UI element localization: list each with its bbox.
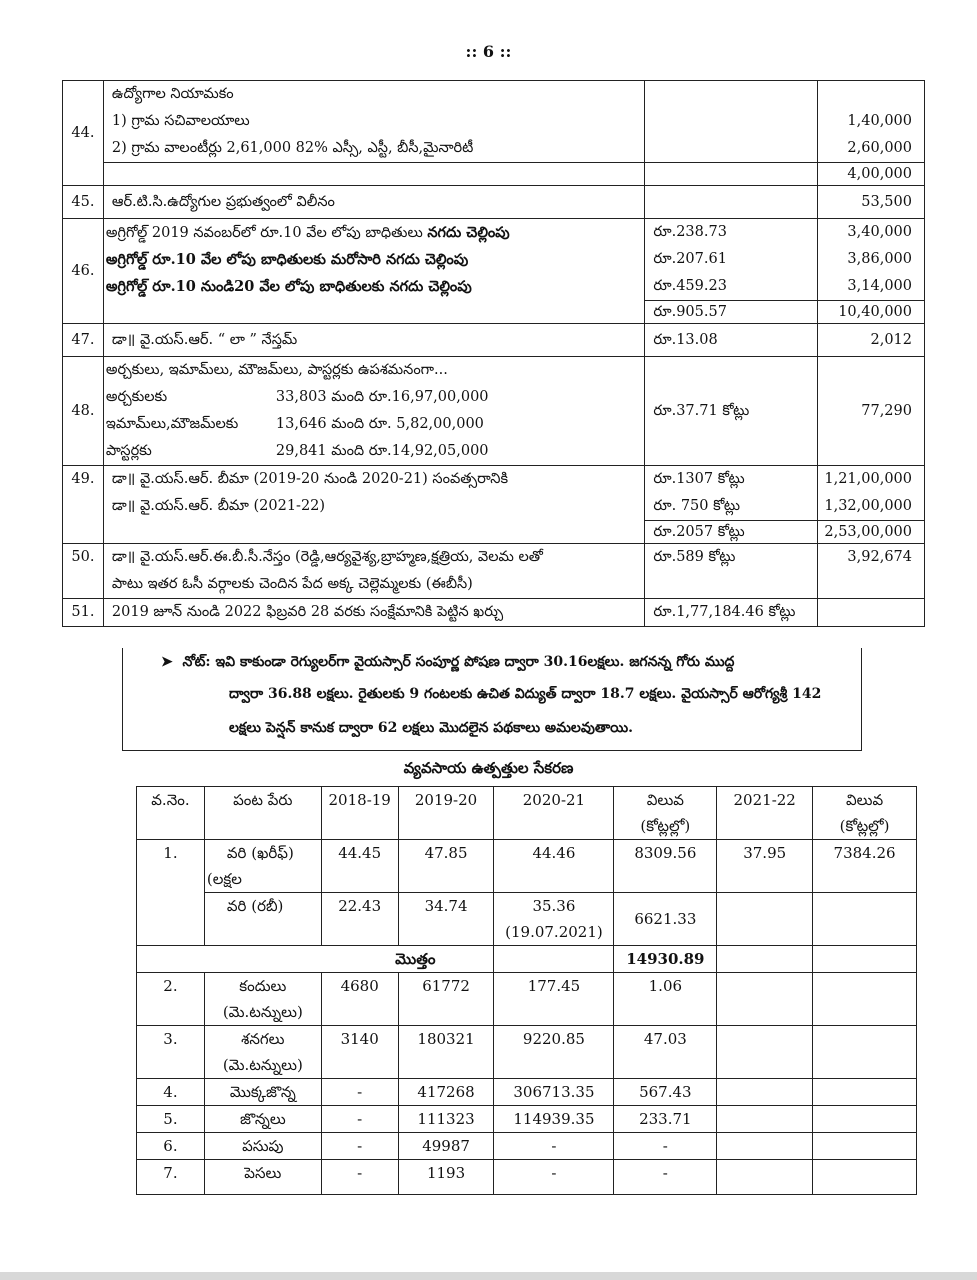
row-title: అర్చకులు, ఇమామ్‌లు, మౌజమ్‌లు, పాస్టర్లకు ఉపశమనంగా... [105, 362, 448, 378]
row-number: 46. [63, 219, 104, 324]
header-row [137, 787, 917, 840]
table-row [137, 973, 917, 1026]
cell: 47.85 [398, 840, 494, 893]
cell: 177.45 [494, 973, 614, 1026]
row-value: 1,40,000 [847, 113, 912, 129]
cell: 417268 [398, 1079, 494, 1106]
crop-name: మొక్కజొన్న [204, 1079, 321, 1106]
header-year: 2019-20 [398, 787, 494, 840]
row-amount: రూ.1,77,184.46 కోట్లు [645, 599, 818, 627]
note-line: నోట్: ఇవి కాకుండా రెగ్యులర్‌గా వైయస్సార్ సంపూర్ణ పోషణ ద్వారా 30.16లక్షలు. జగనన్న గోరు ముద్ద [182, 654, 735, 670]
row-text: డా॥ వై.యస్.ఆర్. “ లా ” నేస్తమ్ [103, 324, 644, 357]
cell: 6621.33 [614, 893, 717, 946]
crop-name: వరి (ఖరీఫ్) [226, 844, 294, 862]
cell: - [494, 1160, 614, 1195]
cell: 233.71 [614, 1106, 717, 1133]
cell: - [614, 1160, 717, 1195]
row-amount: రూ.459.23 [653, 278, 727, 294]
table-row [137, 1133, 917, 1160]
crop-unit: (మె.టన్నులు) [222, 1003, 303, 1021]
row-value-total: 10,40,000 [818, 300, 924, 323]
row-number: 48. [63, 357, 104, 466]
row-value: 3,92,674 [818, 544, 925, 599]
row-amount: రూ.589 కోట్లు [645, 544, 818, 599]
row-line: అగ్రిగోల్డ్ రూ.10 నుండి20 వేల లోపు బాధితులకు నగదు చెల్లింపు [105, 278, 472, 295]
row-text: 2019 జూన్ నుండి 2022 ఫిబ్రవరి 28 వరకు సంక్షేమానికి పెట్టిన ఖర్చు [103, 599, 644, 627]
row-line: అర్చకులకు [105, 389, 168, 405]
cell: - [494, 1133, 614, 1160]
row-line-bold: నగదు చెల్లింపు [427, 224, 510, 241]
table-row [137, 1026, 917, 1079]
row-amount: రూ.238.73 [653, 224, 727, 240]
cell: 1193 [398, 1160, 494, 1195]
row-number: 1. [137, 840, 205, 946]
header-value-unit: (కోట్లల్లో) [640, 817, 691, 835]
row-line: అగ్రిగోల్డ్ 2019 నవంబర్‌లో రూ.10 వేల లోపు బాధితులు [105, 225, 428, 241]
crop-name: శనగలు [241, 1030, 285, 1048]
row-amount: రూ.13.08 [645, 324, 818, 357]
row-amount: రూ.207.61 [653, 251, 727, 267]
header-year: 2020-21 [494, 787, 614, 840]
row-line: పాస్టర్లకు [105, 443, 152, 459]
cell: 34.74 [398, 893, 494, 946]
crop-name: వరి (రబీ) [204, 893, 321, 946]
row-number: 2. [137, 973, 205, 1026]
table-row [63, 599, 925, 627]
row-line: డా॥ వై.యస్.ఆర్. బీమా (2021-22) [111, 498, 326, 514]
row-line: 33,803 మంది రూ.16,97,00,000 [275, 389, 489, 405]
row-line: అగ్రిగోల్డ్ రూ.10 వేల లోపు బాధితులకు మరోసారి నగదు చెల్లింపు [105, 251, 469, 268]
table-row [137, 1160, 917, 1195]
row-line: 2) గ్రామ వాలంటీర్లు 2,61,000 82% ఎస్సీ, ఎస్టీ, బీసీ,మైనారిటీ [111, 140, 474, 156]
cell: - [614, 1133, 717, 1160]
table-row [137, 1106, 917, 1133]
cell: 111323 [398, 1106, 494, 1133]
row-amount: రూ.1307 కోట్లు [653, 471, 745, 487]
row-line: ఇమామ్‌లు,మౌజమ్‌లకు [105, 416, 239, 432]
row-value: 2,60,000 [847, 140, 912, 156]
row-title: ఉద్యోగాల నియామకం [111, 86, 234, 102]
cell: (19.07.2021) [505, 923, 603, 941]
row-line: 13,646 మంది రూ. 5,82,00,000 [275, 416, 484, 432]
row-amount-total: రూ.2057 కోట్లు [645, 520, 817, 543]
header-value: విలువ [646, 791, 684, 809]
row-line: డా॥ వై.యస్.ఆర్. బీమా (2019-20 నుండి 2020-21) సంవత్సరానికి [111, 471, 509, 487]
cell: - [321, 1133, 398, 1160]
cell: 49987 [398, 1133, 494, 1160]
total-row [137, 946, 917, 973]
cell: 44.46 [494, 840, 614, 893]
table-row [63, 219, 925, 324]
header-year: 2021-22 [717, 787, 813, 840]
note-box [122, 648, 862, 751]
row-line: 1) గ్రామ సచివాలయాలు [111, 113, 250, 129]
row-number: 47. [63, 324, 104, 357]
page-edge [0, 1272, 977, 1280]
total-label: మొత్తం [137, 946, 494, 973]
table-row [137, 893, 917, 946]
crop-name: జొన్నలు [204, 1106, 321, 1133]
row-number: 6. [137, 1133, 205, 1160]
cell: 114939.35 [494, 1106, 614, 1133]
cell: 44.45 [321, 840, 398, 893]
row-number: 3. [137, 1026, 205, 1079]
total-value: 14930.89 [614, 946, 717, 973]
table-row [63, 163, 925, 186]
crop-name: పెసలు [204, 1160, 321, 1195]
header-crop: పంట పేరు [204, 787, 321, 840]
crop-unit: (లక్షల [206, 870, 242, 888]
cell: 22.43 [321, 893, 398, 946]
row-number: 45. [63, 186, 104, 219]
row-value: 77,290 [818, 357, 925, 466]
row-value: 3,86,000 [847, 251, 912, 267]
row-text: ఆర్.టి.సి.ఉద్యోగుల ప్రభుత్వంలో విలీనం [103, 186, 644, 219]
crop-unit: (మె.టన్నులు) [222, 1056, 303, 1074]
table-row [63, 186, 925, 219]
row-value-total: 2,53,00,000 [818, 520, 924, 543]
row-value: 2,012 [818, 324, 925, 357]
table-row [137, 840, 917, 893]
cell: - [321, 1079, 398, 1106]
row-amount: రూ.37.71 కోట్లు [645, 357, 818, 466]
note-line: ద్వారా 36.88 లక్షలు. రైతులకు 9 గంటలకు ఉచిత విద్యుత్ ద్వారా 18.7 లక్షలు. వైయస్సార్ ఆరోగ్యశ్రీ 142 [229, 686, 822, 702]
cell: 8309.56 [614, 840, 717, 893]
header-value-unit: (కోట్లల్లో) [839, 817, 890, 835]
row-amount: రూ. 750 కోట్లు [653, 498, 741, 514]
row-number: 5. [137, 1106, 205, 1133]
table-row [63, 544, 925, 599]
bullet-icon: ➤ [161, 654, 173, 670]
row-line: డా॥ వై.యస్.ఆర్.ఈ.బీ.సీ.నేస్తం (రెడ్డి,ఆర్యవైశ్య,బ్రాహ్మణ,క్షత్రియ, వెలమ లతో [111, 549, 543, 565]
header-sno: వ.నెం. [137, 787, 205, 840]
row-total: 4,00,000 [818, 163, 925, 186]
cell: 9220.85 [494, 1026, 614, 1079]
cell: 180321 [398, 1026, 494, 1079]
note-line: లక్షలు పెన్షన్ కానుక ద్వారా 62 లక్షలు మొదలైన పథకాలు అమలవుతాయి. [229, 720, 633, 736]
cell: - [321, 1160, 398, 1195]
row-number: 4. [137, 1079, 205, 1106]
table-row [63, 81, 925, 163]
row-value: 3,40,000 [847, 224, 912, 240]
table-row [63, 324, 925, 357]
row-value: 3,14,000 [847, 278, 912, 294]
row-amount-total: రూ.905.57 [645, 300, 817, 323]
header-value: విలువ [845, 791, 884, 809]
crop-name: పసుపు [204, 1133, 321, 1160]
cell: 4680 [321, 973, 398, 1026]
welfare-table [62, 80, 925, 627]
row-number: 49. [63, 466, 104, 544]
row-number: 50. [63, 544, 104, 599]
cell: - [321, 1106, 398, 1133]
table-row [63, 357, 925, 466]
cell: 1.06 [614, 973, 717, 1026]
cell: 7384.26 [813, 840, 917, 893]
cell: 567.43 [614, 1079, 717, 1106]
row-line: పాటు ఇతర ఓసీ వర్గాలకు చెందిన పేద అక్క చెల్లెమ్మలకు (ఈబీసీ) [111, 576, 473, 592]
row-number: 44. [63, 81, 104, 186]
row-value: 1,21,00,000 [824, 471, 912, 487]
cell: 61772 [398, 973, 494, 1026]
cell: 306713.35 [494, 1079, 614, 1106]
cell: 35.36 [532, 897, 576, 915]
cell: 47.03 [614, 1026, 717, 1079]
page-number: :: 6 :: [465, 42, 512, 61]
section-title: వ్యవసాయ ఉత్పత్తుల సేకరణ [403, 759, 574, 777]
row-number: 7. [137, 1160, 205, 1195]
row-value: 1,32,00,000 [824, 498, 912, 514]
row-line: 29,841 మంది రూ.14,92,05,000 [275, 443, 489, 459]
cell: 37.95 [717, 840, 813, 893]
row-number: 51. [63, 599, 104, 627]
cell: 3140 [321, 1026, 398, 1079]
crop-name: కందులు [239, 977, 287, 995]
table-row [137, 1079, 917, 1106]
procurement-table [136, 786, 917, 1195]
table-row [63, 466, 925, 544]
header-year: 2018-19 [321, 787, 398, 840]
row-value: 53,500 [818, 186, 925, 219]
